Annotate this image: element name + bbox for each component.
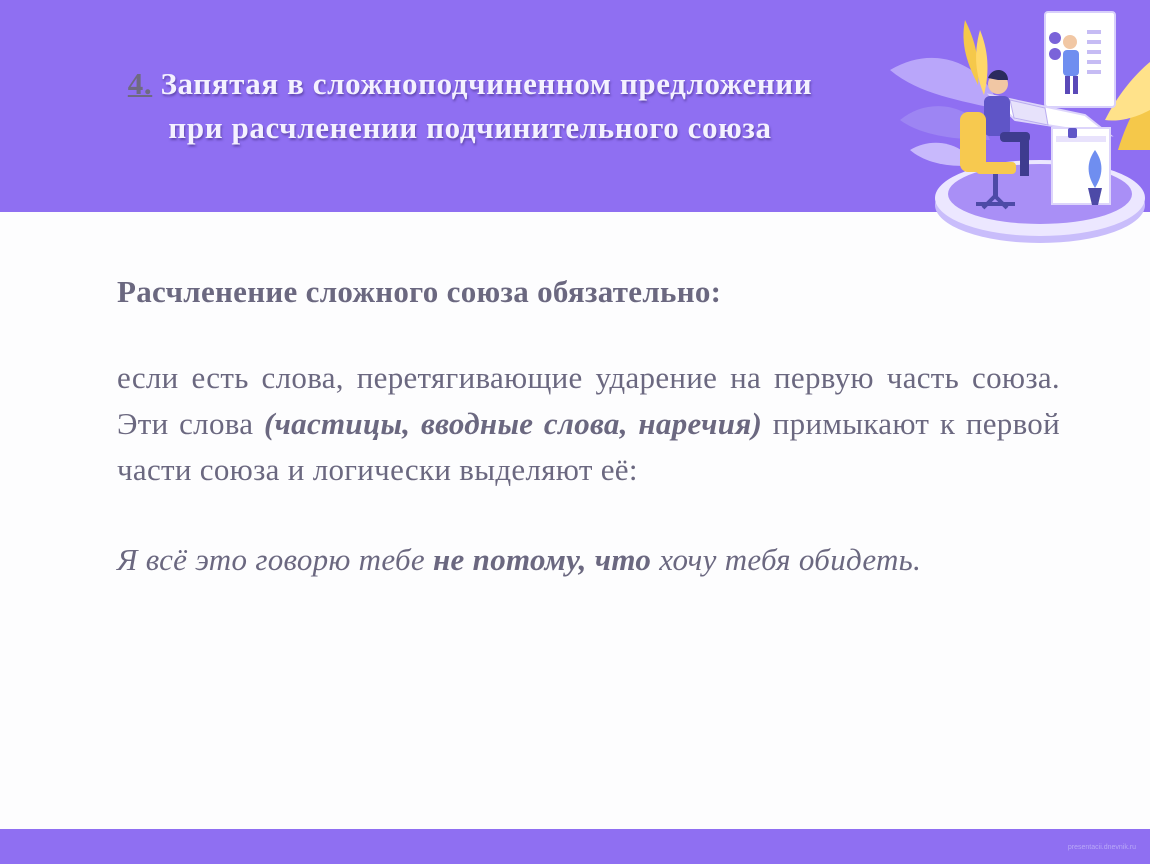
explanation-text-2: примыкают к первой части союза и логически выделяют её: (117, 406, 1060, 487)
explanation-text-1: если есть слова, перетягивающие ударение на первую часть союза. Эти слова (117, 360, 1060, 441)
explanation-emphasis: (частицы, вводные слова, наречия) (263, 406, 763, 441)
slide-content (117, 265, 1060, 583)
rule-heading: Расчленение сложного союза обязательно: (117, 274, 722, 309)
footer-band (0, 829, 1150, 864)
example-conjunction: не потому, что (433, 542, 652, 577)
slide-number: 4. (127, 66, 153, 101)
rule-explanation (117, 355, 1060, 493)
footer-watermark: presentacii.dnevnik.ru (1067, 844, 1136, 851)
person-at-desk-illustration (880, 0, 1150, 250)
title-line-1: Запятая в сложноподчиненном предложении (160, 66, 813, 101)
example-text-1: Я всё это говорю тебе (117, 542, 434, 577)
title-line-2: при расчленении подчинительного союза (168, 110, 772, 145)
example-sentence (117, 537, 1060, 583)
slide-title (0, 62, 940, 150)
example-text-2: хочу тебя обидеть. (651, 542, 922, 577)
